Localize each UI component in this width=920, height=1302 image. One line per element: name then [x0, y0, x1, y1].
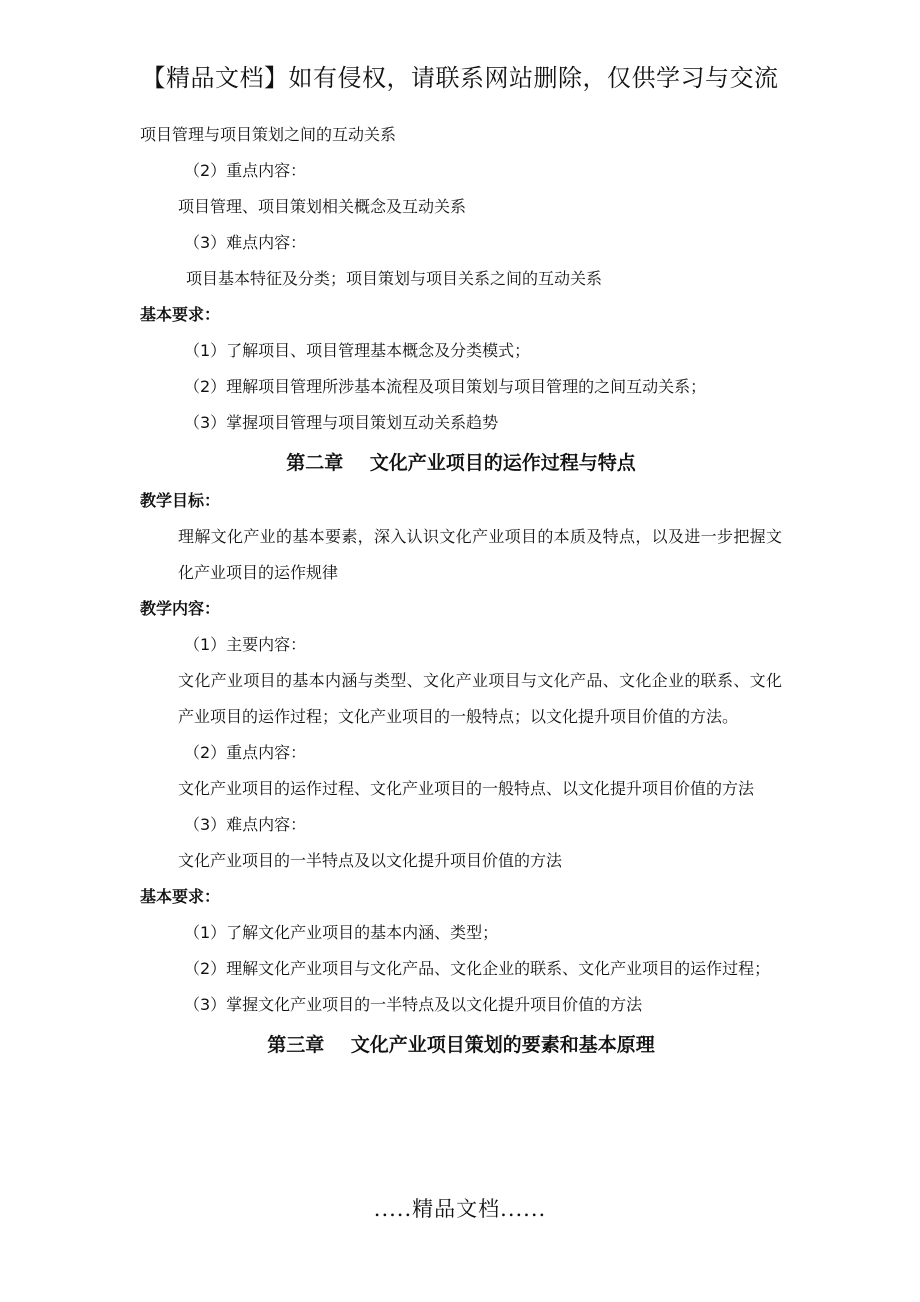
basic-requirements-heading: 基本要求：	[140, 887, 221, 906]
continued-text-line: 项目管理与项目策划之间的互动关系	[140, 125, 397, 144]
teaching-content-heading: 教学内容：	[140, 599, 221, 618]
key-content-text: 项目管理、项目策划相关概念及互动关系	[178, 197, 467, 216]
difficult-content-label: （3）难点内容：	[184, 233, 307, 252]
requirement-item: （1）了解项目、项目管理基本概念及分类模式；	[184, 341, 531, 360]
key-content-label: （2）重点内容：	[184, 161, 307, 180]
difficult-content-label: （3）难点内容：	[184, 815, 307, 834]
page-footer-watermark: .....精品文档......	[373, 1197, 547, 1221]
difficult-content-text: 文化产业项目的一半特点及以文化提升项目价值的方法	[178, 851, 563, 870]
key-content-text: 文化产业项目的运作过程、文化产业项目的一般特点、以文化提升项目价值的方法	[178, 779, 755, 798]
page-header-watermark: 【精品文档】如有侵权，请联系网站删除，仅供学习与交流	[141, 64, 779, 92]
requirement-item: （2）理解项目管理所涉基本流程及项目策划与项目管理的之间互动关系；	[184, 377, 707, 396]
key-content-label: （2）重点内容：	[184, 743, 307, 762]
main-content-label: （1）主要内容：	[184, 635, 307, 654]
requirement-item: （2）理解文化产业项目与文化产品、文化企业的联系、文化产业项目的运作过程；	[184, 959, 771, 978]
main-content-text: 文化产业项目的基本内涵与类型、文化产业项目与文化产品、文化企业的联系、文化产业项目的运作过程；文化产业项目的一般特点；以文化提升项目价值的方法。	[178, 671, 782, 726]
teaching-goal-text: 理解文化产业的基本要素，深入认识文化产业项目的本质及特点，以及进一步把握文化产业项目的运作规律	[178, 527, 782, 582]
requirement-item: （3）掌握文化产业项目的一半特点及以文化提升项目价值的方法	[184, 995, 643, 1014]
basic-requirements-heading: 基本要求：	[140, 305, 221, 324]
requirement-item: （1）了解文化产业项目的基本内涵、类型；	[184, 923, 499, 942]
requirement-item: （3）掌握项目管理与项目策划互动关系趋势	[184, 413, 499, 432]
chapter-3-title: 第三章 文化产业项目策划的要素和基本原理	[267, 1034, 655, 1056]
difficult-content-text: 项目基本特征及分类；项目策划与项目关系之间的互动关系	[186, 269, 603, 288]
document-body	[140, 117, 782, 1065]
teaching-goal-heading: 教学目标：	[140, 491, 221, 510]
chapter-2-title: 第二章 文化产业项目的运作过程与特点	[286, 452, 636, 474]
